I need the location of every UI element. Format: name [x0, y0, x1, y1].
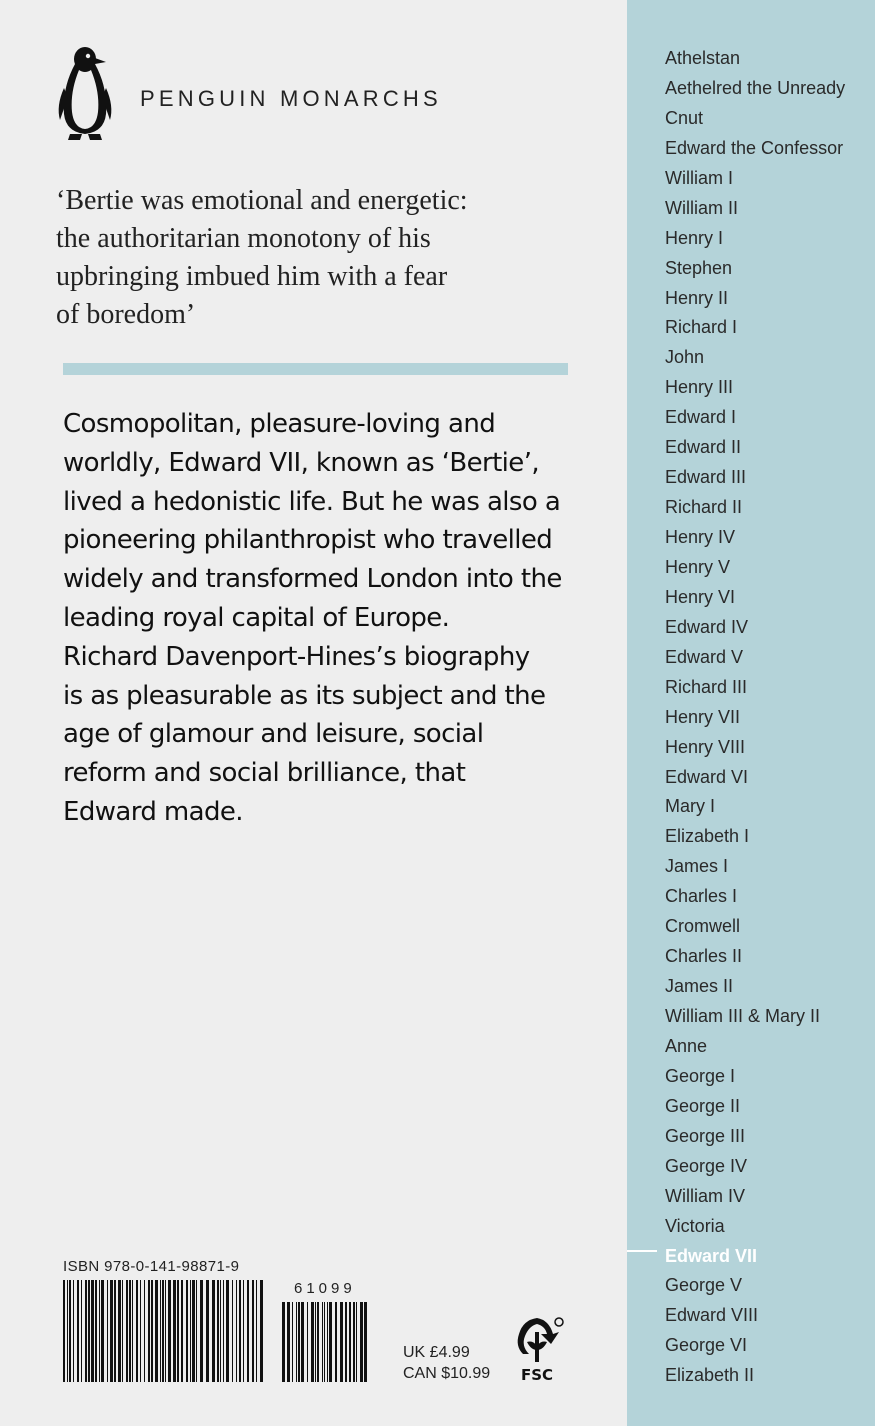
barcode-bar: [73, 1280, 74, 1382]
barcode-bar: [181, 1280, 183, 1382]
barcode-bar: [335, 1302, 337, 1382]
barcode-bar: [252, 1280, 254, 1382]
barcode-bar: [298, 1302, 300, 1382]
monarch-list-item: Henry VI: [665, 586, 736, 607]
barcode-bar: [327, 1302, 328, 1382]
barcode-bar: [148, 1280, 150, 1382]
barcode-bar: [322, 1302, 323, 1382]
barcode-bar: [95, 1280, 97, 1382]
monarch-list-item: Henry V: [665, 556, 731, 577]
monarch-list-item: William I: [665, 167, 733, 188]
barcode-bar: [132, 1280, 133, 1382]
barcode-bar: [160, 1280, 161, 1382]
monarch-list-item: Cromwell: [665, 916, 741, 937]
barcode-addon-number: 61099: [294, 1280, 356, 1297]
monarch-list-item: Henry III: [665, 377, 734, 398]
barcode-bar: [315, 1302, 316, 1382]
barcode-bar: [67, 1280, 68, 1382]
monarch-list-item: Henry I: [665, 227, 724, 248]
barcode-bar: [88, 1280, 90, 1382]
barcode-bar: [226, 1280, 229, 1382]
quote-line: the authoritarian monotony of his: [56, 223, 431, 254]
isbn-barcode: [63, 1280, 263, 1382]
monarch-list-item: Edward VIII: [665, 1305, 759, 1326]
barcode-bar: [206, 1280, 209, 1382]
barcode-bar: [232, 1280, 233, 1382]
monarch-list-item: Elizabeth II: [665, 1365, 755, 1386]
monarch-list-item: William IV: [665, 1185, 745, 1206]
barcode-bar: [101, 1280, 104, 1382]
monarch-list-item: Cnut: [665, 107, 704, 128]
barcode-bar: [190, 1280, 191, 1382]
barcode-bar: [91, 1280, 94, 1382]
barcode-bar: [168, 1280, 171, 1382]
quote-line: ‘Bertie was emotional and energetic:: [56, 185, 468, 216]
barcode-bar: [144, 1280, 145, 1382]
monarch-list-item: Henry VIII: [665, 736, 746, 757]
barcode-bar: [301, 1302, 304, 1382]
monarch-list-item: Edward VI: [665, 766, 749, 787]
monarch-list-item: Edward IV: [665, 616, 749, 637]
barcode-bar: [114, 1280, 116, 1382]
blurb-line: Richard Davenport-Hines’s biography: [63, 641, 530, 672]
barcode-bar: [81, 1280, 82, 1382]
monarch-list-item: Edward II: [665, 437, 742, 458]
monarch-list-item: Elizabeth I: [665, 826, 750, 847]
barcode-bar: [247, 1280, 249, 1382]
barcode-bar: [340, 1302, 343, 1382]
barcode-bar: [99, 1280, 100, 1382]
barcode-bar: [155, 1280, 158, 1382]
barcode-bar: [356, 1302, 357, 1382]
barcode-bar: [196, 1280, 197, 1382]
monarch-list-item: Edward V: [665, 646, 744, 667]
barcode-bar: [85, 1280, 87, 1382]
barcode-bar: [151, 1280, 153, 1382]
barcode-bar: [107, 1280, 108, 1382]
monarch-list-item: George V: [665, 1275, 743, 1296]
barcode-bar: [162, 1280, 164, 1382]
monarch-list-item: George III: [665, 1125, 746, 1146]
blurb-line: leading royal capital of Europe.: [63, 602, 450, 633]
monarch-list-item: Charles I: [665, 886, 738, 907]
barcode-bar: [63, 1280, 65, 1382]
monarch-list-item: Richard III: [665, 676, 748, 697]
barcode-bar: [110, 1280, 113, 1382]
barcode-bar: [260, 1280, 263, 1382]
fsc-label: FSC: [520, 1366, 554, 1384]
monarch-list-item: Mary I: [665, 796, 716, 817]
monarch-list-item: George I: [665, 1065, 736, 1086]
monarch-list-item: Henry II: [665, 287, 729, 308]
barcode-bar: [311, 1302, 314, 1382]
monarch-list-item: William III & Mary II: [665, 1006, 821, 1026]
barcode-bar: [212, 1280, 215, 1382]
barcode-bar: [136, 1280, 138, 1382]
monarch-list-item: Richard II: [665, 497, 743, 518]
monarch-list-item: Henry IV: [665, 527, 736, 547]
monarch-list-item: Edward I: [665, 407, 737, 428]
blurb-line: age of glamour and leisure, social: [63, 719, 484, 750]
price-can: CAN $10.99: [403, 1365, 491, 1382]
monarch-list-item: Victoria: [665, 1215, 725, 1236]
monarch-list-item: John: [665, 347, 705, 368]
barcode-bar: [77, 1280, 79, 1382]
barcode-bar: [360, 1302, 363, 1382]
barcode-bar: [282, 1302, 285, 1382]
barcode-bar: [287, 1302, 290, 1382]
monarch-list-item: Stephen: [665, 257, 733, 278]
fsc-tree-icon: [505, 1312, 569, 1384]
monarch-list-item: Edward III: [665, 467, 747, 488]
barcode-bar: [126, 1280, 128, 1382]
barcode-bar: [200, 1280, 203, 1382]
series-title: PENGUIN MONARCHS: [140, 86, 442, 111]
monarch-list-item: George VI: [665, 1335, 748, 1356]
barcode-bar: [345, 1302, 347, 1382]
barcode-bar: [129, 1280, 131, 1382]
barcode-bar: [364, 1302, 367, 1382]
barcode-bar: [217, 1280, 219, 1382]
barcode-bar: [239, 1280, 241, 1382]
monarch-list-item: Charles II: [665, 946, 743, 967]
monarch-list-item: Edward VII: [665, 1245, 758, 1266]
blurb-line: is as pleasurable as its subject and the: [63, 680, 546, 711]
barcode-bar: [118, 1280, 121, 1382]
barcode-bar: [192, 1280, 195, 1382]
blurb-line: Edward made.: [63, 796, 243, 827]
monarch-list-item: Richard I: [665, 317, 738, 338]
pull-quote: [56, 182, 576, 334]
barcode-bar: [256, 1280, 257, 1382]
monarch-list-item: George II: [665, 1095, 741, 1116]
barcode-bar: [296, 1302, 297, 1382]
quote-line: upbringing imbued him with a fear: [56, 261, 448, 292]
blurb-line: Cosmopolitan, pleasure-loving and: [63, 409, 496, 439]
monarch-list-item: Edward the Confessor: [665, 137, 844, 158]
barcode-bar: [140, 1280, 141, 1382]
monarch-list-item: Aethelred the Unready: [665, 77, 846, 98]
monarch-list-item: Anne: [665, 1035, 708, 1056]
barcode-bar: [307, 1302, 308, 1382]
barcode-bar: [69, 1280, 71, 1382]
blurb-text: [63, 405, 583, 832]
current-monarch-marker: [627, 1250, 657, 1252]
monarch-list-item: James I: [665, 856, 729, 877]
price-block: [403, 1342, 490, 1384]
barcode-bar: [353, 1302, 355, 1382]
isbn-text: ISBN 978-0-141-98871-9: [63, 1258, 240, 1275]
monarch-list-item: Henry VII: [665, 706, 741, 727]
barcode-bar: [236, 1280, 237, 1382]
barcode-bar: [122, 1280, 123, 1382]
blurb-line: reform and social brilliance, that: [63, 758, 466, 789]
barcode-bar: [317, 1302, 319, 1382]
barcode-bar: [165, 1280, 166, 1382]
quote-line: of boredom’: [56, 299, 196, 330]
monarch-list-item: James II: [665, 976, 734, 997]
monarch-list-item: George IV: [665, 1155, 748, 1176]
barcode-bar: [223, 1280, 224, 1382]
addon-barcode: [282, 1302, 368, 1382]
barcode-bar: [243, 1280, 244, 1382]
monarch-list-item: William II: [665, 197, 738, 218]
barcode-bar: [292, 1302, 293, 1382]
monarch-list-item: Athelstan: [665, 48, 741, 68]
barcode-bar: [349, 1302, 351, 1382]
barcode-bar: [186, 1280, 188, 1382]
penguin-icon: [56, 44, 118, 142]
barcode-bar: [177, 1280, 179, 1382]
blurb-line: worldly, Edward VII, known as ‘Bertie’,: [63, 447, 540, 478]
blurb-line: lived a hedonistic life. But he was also a: [63, 486, 561, 517]
barcode-bar: [220, 1280, 221, 1382]
barcode-bar: [329, 1302, 332, 1382]
blurb-line: widely and transformed London into the: [63, 564, 562, 595]
blurb-line: pioneering philanthropist who travelled: [63, 525, 553, 556]
divider-rule: [63, 363, 568, 375]
barcode-bar: [173, 1280, 176, 1382]
barcode-bar: [324, 1302, 325, 1382]
monarch-list: [665, 44, 845, 1391]
price-uk: UK £4.99: [403, 1344, 470, 1361]
